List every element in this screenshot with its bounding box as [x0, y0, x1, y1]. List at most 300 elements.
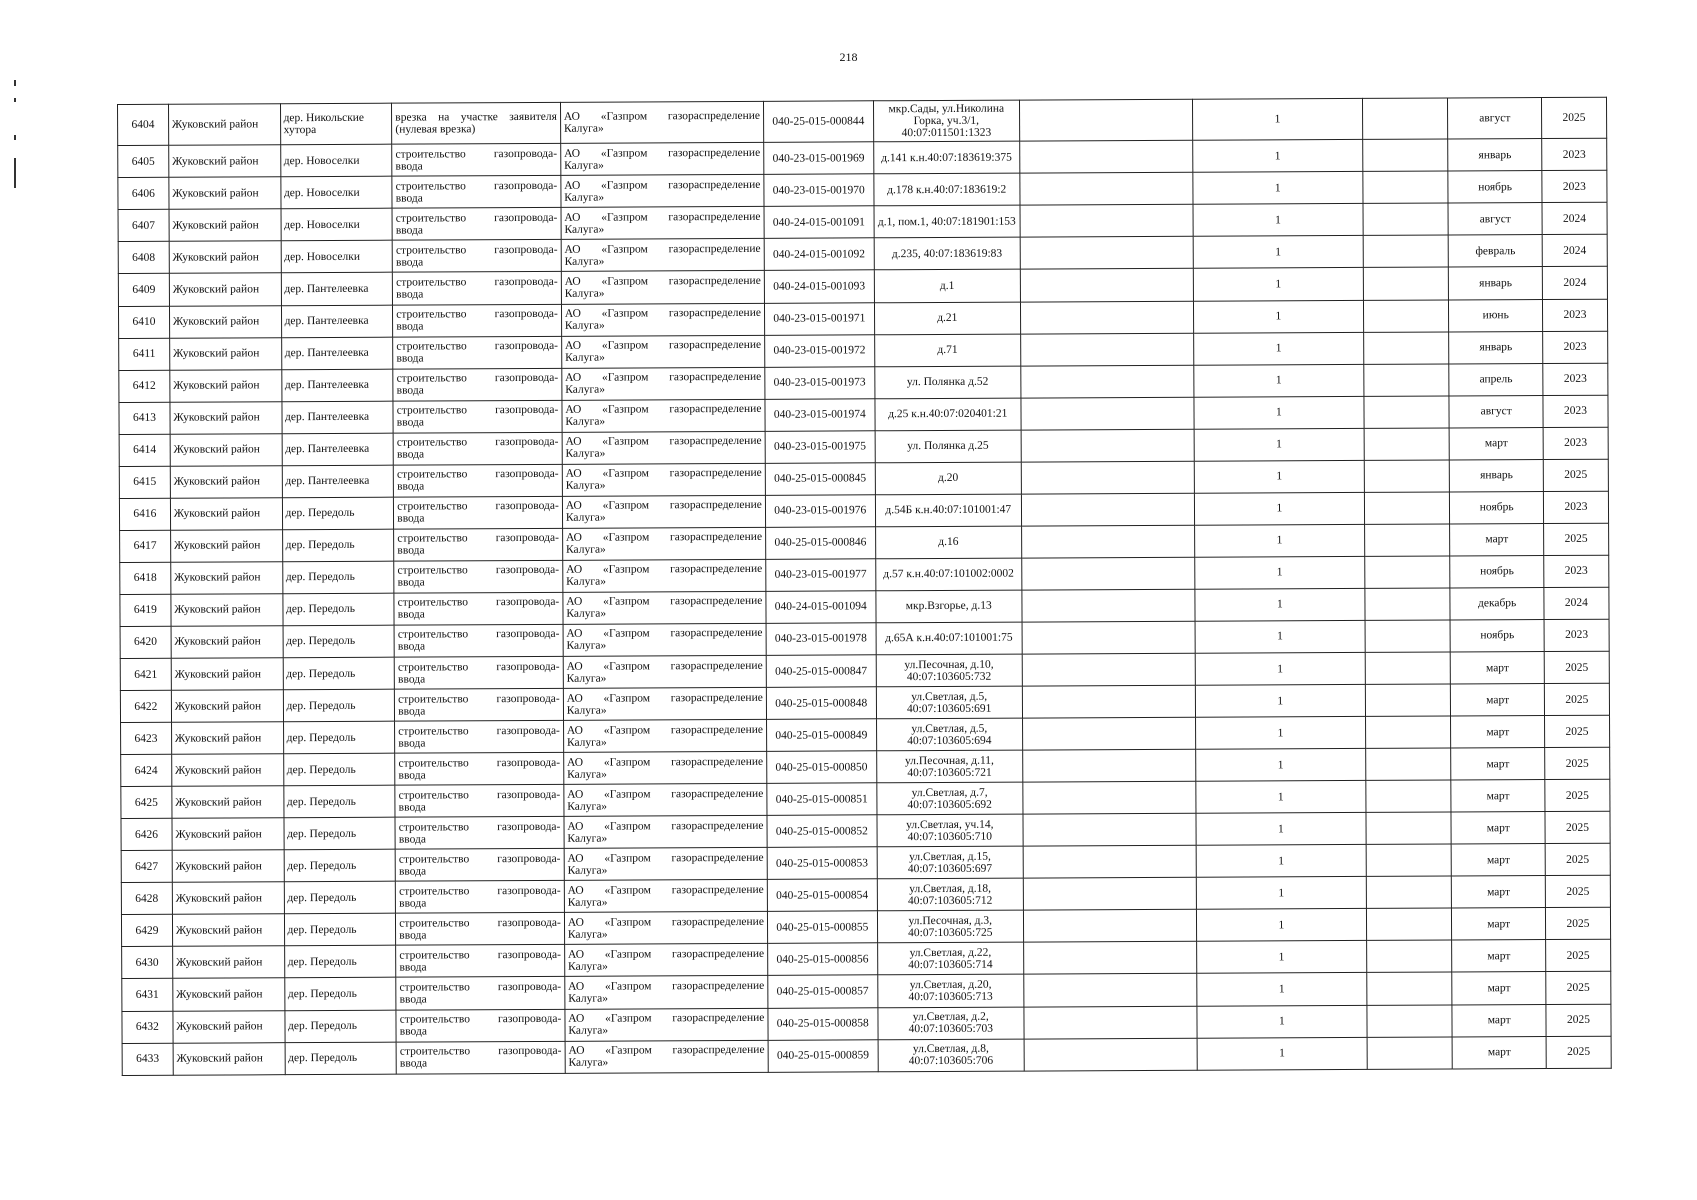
work-type-cell-line: ввода: [399, 1057, 428, 1070]
row-number: 6415: [119, 466, 170, 498]
organization-cell: [564, 816, 767, 849]
registry-code-cell: 040-25-015-000847: [766, 655, 876, 688]
empty-cell: [1022, 621, 1195, 654]
work-type-cell-line: ввода: [397, 640, 426, 654]
empty-cell: [1021, 461, 1194, 494]
row-number: 6430: [122, 947, 173, 979]
work-type-cell: [392, 208, 561, 241]
month-cell: март: [1452, 940, 1546, 973]
locality-cell: дер. Новоселки: [280, 144, 392, 177]
row-number: 6428: [121, 883, 172, 915]
district-cell: Жуковский район: [169, 209, 281, 242]
row-number: 6407: [118, 210, 169, 242]
work-type-cell-line: строительство газопровода-: [395, 179, 558, 193]
district-cell: Жуковский район: [170, 433, 282, 466]
district-cell: Жуковский район: [172, 946, 284, 979]
work-type-cell-line: строительство газопровода-: [395, 147, 558, 161]
organization-cell-line: Калуга»: [566, 672, 607, 685]
address-cell: д.235, 40:07:183619:83: [874, 237, 1020, 270]
work-type-cell-line: строительство газопровода-: [399, 884, 561, 898]
work-type-cell-line: строительство газопровода-: [396, 275, 558, 289]
address-cell: ул. Полянка д.25: [875, 430, 1021, 463]
quantity-cell: 1: [1195, 652, 1366, 685]
organization-cell: [561, 239, 764, 272]
organization-cell-line: Калуга»: [564, 255, 605, 268]
registry-code-cell: 040-25-015-000849: [766, 719, 876, 752]
work-type-cell-line: ввода: [397, 480, 425, 493]
month-cell: март: [1452, 908, 1546, 941]
organization-cell-line: АО «Газпром газораспределение: [567, 819, 764, 833]
registry-code-cell: 040-23-015-001969: [764, 142, 874, 175]
empty-cell: [1023, 813, 1196, 846]
registry-code-cell: 040-25-015-000856: [768, 943, 878, 976]
organization-cell-line: АО «Газпром газораспределение: [565, 499, 762, 513]
empty-cell: [1364, 428, 1449, 460]
organization-cell: [564, 848, 767, 881]
month-cell: март: [1453, 1036, 1547, 1069]
locality-cell: дер. Передоль: [283, 753, 395, 786]
work-type-cell: [393, 336, 562, 369]
work-type-cell: [394, 560, 563, 593]
work-type-cell-line: строительство газопровода-: [398, 820, 561, 834]
work-type-cell-line: строительство газопровода-: [396, 339, 559, 353]
locality-cell: дер. Передоль: [283, 817, 395, 850]
address-cell: ул.Светлая, д.7, 40:07:103605:692: [876, 782, 1022, 815]
organization-cell: [565, 1008, 768, 1041]
empty-cell: [1366, 684, 1451, 716]
locality-cell: дер. Пантелеевка: [281, 273, 393, 306]
address-cell: ул.Светлая, д.20, 40:07:103605:713: [877, 975, 1023, 1008]
empty-cell: [1363, 203, 1448, 235]
month-cell: март: [1451, 812, 1545, 845]
work-type-cell-line: ввода: [396, 448, 425, 461]
registry-code-cell: 040-23-015-001977: [766, 559, 876, 592]
organization-cell-line: АО «Газпром газораспределение: [565, 403, 762, 416]
row-number: 6416: [119, 498, 170, 530]
work-type-cell-line: строительство газопровода-: [398, 692, 560, 706]
month-cell: март: [1452, 1004, 1546, 1037]
district-cell: Жуковский район: [170, 497, 282, 530]
gas-pipeline-registry-table: [117, 97, 1612, 1076]
quantity-cell: 1: [1193, 204, 1364, 237]
locality-cell: дер. Передоль: [284, 881, 396, 914]
empty-cell: [1364, 332, 1449, 364]
month-cell: март: [1451, 780, 1545, 813]
quantity-cell: 1: [1192, 172, 1363, 205]
empty-cell: [1019, 99, 1192, 141]
registry-code-cell: 040-25-015-000848: [766, 687, 876, 720]
work-type-cell: [396, 945, 565, 978]
locality-cell: дер. Пантелеевка: [282, 465, 394, 498]
organization-cell: [564, 880, 767, 913]
district-cell: Жуковский район: [169, 337, 281, 370]
organization-cell-line: Калуга»: [563, 122, 604, 135]
organization-cell: [564, 944, 767, 977]
empty-cell: [1021, 429, 1194, 462]
organization-cell-line: АО «Газпром газораспределение: [565, 435, 762, 449]
empty-cell: [1367, 908, 1452, 940]
district-cell: Жуковский район: [172, 786, 284, 819]
work-type-cell-line: ввода: [399, 1025, 427, 1038]
empty-cell: [1367, 940, 1452, 972]
work-type-cell: [395, 752, 564, 785]
empty-cell: [1363, 267, 1448, 299]
empty-cell: [1363, 171, 1448, 203]
work-type-cell: [394, 656, 563, 689]
table-row: [118, 97, 1607, 146]
work-type-cell: [396, 977, 565, 1010]
organization-cell: [561, 175, 764, 208]
registry-body: [118, 97, 1612, 1075]
organization-cell-line: АО «Газпром газораспределение: [564, 146, 761, 160]
empty-cell: [1363, 98, 1449, 140]
work-type-cell-line: ввода: [398, 673, 426, 686]
work-type-cell-line: строительство газопровода-: [396, 404, 559, 417]
row-number: 6432: [122, 1011, 173, 1043]
empty-cell: [1365, 492, 1450, 524]
quantity-cell: 1: [1195, 781, 1366, 814]
empty-cell: [1366, 812, 1451, 844]
quantity-cell: 1: [1193, 396, 1364, 429]
address-cell: д.21: [874, 302, 1020, 335]
row-number: 6429: [121, 915, 172, 947]
district-cell: Жуковский район: [170, 369, 282, 402]
organization-cell: [565, 976, 768, 1009]
empty-cell: [1023, 749, 1196, 782]
locality-cell: дер. Пантелеевка: [282, 433, 394, 466]
organization-cell-line: Калуга»: [567, 832, 608, 845]
year-cell: 2025: [1546, 1036, 1611, 1069]
organization-cell-line: Калуга»: [566, 736, 607, 749]
district-cell: Жуковский район: [169, 177, 281, 210]
year-cell: 2025: [1546, 1004, 1611, 1036]
organization-cell: [563, 751, 766, 784]
year-cell: 2025: [1543, 459, 1608, 491]
work-type-cell-line: строительство газопровода-: [397, 468, 559, 481]
empty-cell: [1366, 876, 1451, 908]
empty-cell: [1021, 493, 1194, 526]
year-cell: 2023: [1542, 138, 1607, 170]
organization-cell-line: АО «Газпром газораспределение: [566, 723, 764, 737]
empty-cell: [1020, 173, 1193, 206]
registry-code-cell: 040-25-015-000857: [768, 975, 878, 1008]
address-cell: д.71: [874, 334, 1020, 367]
organization-cell-line: Калуга»: [564, 223, 605, 236]
empty-cell: [1363, 139, 1448, 171]
organization-cell-line: АО «Газпром газораспределение: [565, 531, 763, 545]
month-cell: ноябрь: [1450, 555, 1544, 588]
year-cell: 2025: [1546, 972, 1611, 1004]
organization-cell-line: АО «Газпром газораспределение: [564, 242, 761, 256]
address-cell: д.1, пом.1, 40:07:181901:153: [874, 205, 1020, 238]
year-cell: 2024: [1542, 203, 1607, 235]
organization-cell: [562, 367, 765, 400]
registry-code-cell: 040-23-015-001972: [765, 334, 875, 367]
organization-cell-line: АО «Газпром газораспределение: [568, 1011, 765, 1025]
address-cell: ул.Светлая, уч.14, 40:07:103605:710: [877, 814, 1023, 847]
organization-cell-line: АО «Газпром газораспределение: [564, 210, 761, 224]
locality-cell: дер. Передоль: [282, 529, 394, 562]
organization-cell-line: Калуга»: [568, 1056, 609, 1070]
address-cell: ул.Светлая, д.18, 40:07:103605:712: [877, 878, 1023, 911]
organization-cell-line: АО «Газпром газораспределение: [564, 178, 761, 192]
row-number: 6418: [120, 562, 171, 594]
row-number: 6424: [121, 754, 172, 786]
work-type-cell-line: ввода: [396, 384, 424, 397]
row-number: 6431: [122, 979, 173, 1011]
organization-cell: [560, 101, 763, 143]
work-type-cell-line: ввода: [398, 705, 426, 718]
work-type-cell: [392, 144, 561, 177]
row-number: 6433: [122, 1043, 173, 1076]
row-number: 6406: [118, 178, 169, 210]
row-number: 6410: [118, 306, 169, 338]
year-cell: 2023: [1543, 331, 1608, 363]
month-cell: август: [1448, 98, 1542, 140]
year-cell: 2025: [1544, 683, 1609, 715]
work-type-cell-line: ввода: [399, 993, 427, 1006]
empty-cell: [1021, 525, 1194, 558]
empty-cell: [1022, 557, 1195, 590]
address-cell: ул.Светлая, д.5, 40:07:103605:694: [876, 718, 1022, 751]
organization-cell-line: Калуга»: [565, 447, 606, 461]
district-cell: Жуковский район: [170, 465, 282, 498]
work-type-cell-line: ввода: [399, 897, 427, 910]
organization-cell-line: Калуга»: [565, 415, 606, 428]
locality-cell: дер. Передоль: [284, 849, 396, 882]
address-cell: ул.Светлая, д.5, 40:07:103605:691: [876, 686, 1022, 719]
empty-cell: [1021, 397, 1194, 430]
work-type-cell-line: строительство газопровода-: [397, 532, 559, 545]
address-cell: мкр.Сады, ул.Николина Горка, уч.3/1, 40:07:011501:1323: [873, 100, 1019, 142]
locality-cell: дер. Передоль: [284, 914, 396, 947]
locality-cell: дер. Передоль: [284, 946, 396, 979]
address-cell: д.25 к.н.40:07:020401:21: [875, 398, 1021, 431]
row-number: 6420: [120, 626, 171, 658]
quantity-cell: 1: [1196, 877, 1367, 910]
work-type-cell-line: ввода: [397, 576, 425, 590]
address-cell: д.57 к.н.40:07:101002:0002: [875, 558, 1021, 591]
empty-cell: [1020, 269, 1193, 302]
address-cell: ул. Полянка д.52: [874, 366, 1020, 399]
locality-cell: дер. Новоселки: [281, 209, 393, 242]
registry-code-cell: 040-23-015-001973: [765, 366, 875, 399]
address-cell: д.16: [875, 526, 1021, 559]
registry-code-cell: 040-25-015-000846: [766, 527, 876, 560]
row-number: 6421: [120, 658, 171, 690]
registry-code-cell: 040-23-015-001975: [765, 430, 875, 463]
district-cell: Жуковский район: [171, 754, 283, 787]
quantity-cell: 1: [1196, 909, 1367, 942]
registry-code-cell: 040-25-015-000855: [767, 911, 877, 944]
work-type-cell-line: ввода: [397, 512, 425, 525]
month-cell: март: [1452, 876, 1546, 909]
organization-cell: [561, 271, 764, 304]
empty-cell: [1023, 942, 1196, 975]
organization-cell: [563, 559, 766, 592]
address-cell: д.54Б к.н.40:07:101001:47: [875, 494, 1021, 527]
locality-cell: дер. Передоль: [282, 561, 394, 594]
empty-cell: [1364, 364, 1449, 396]
organization-cell-line: АО «Газпром газораспределение: [564, 274, 761, 288]
organization-cell-line: Калуга»: [568, 992, 609, 1005]
month-cell: март: [1451, 748, 1545, 781]
year-cell: 2023: [1544, 619, 1609, 651]
organization-cell-line: Калуга»: [565, 543, 606, 557]
work-type-cell-line: ввода: [395, 224, 424, 237]
organization-cell-line: АО «Газпром газораспределение: [564, 338, 762, 352]
district-cell: Жуковский район: [172, 882, 284, 915]
district-cell: Жуковский район: [172, 850, 284, 883]
district-cell: Жуковский район: [171, 658, 283, 691]
organization-cell: [562, 495, 765, 528]
row-number: 6427: [121, 851, 172, 883]
organization-cell-line: Калуга»: [564, 159, 604, 172]
organization-cell: [561, 207, 764, 240]
registry-code-cell: 040-23-015-001976: [765, 495, 875, 528]
locality-cell: дер. Передоль: [284, 1010, 396, 1043]
work-type-cell: [396, 913, 565, 946]
organization-cell-line: АО «Газпром газораспределение: [565, 370, 762, 384]
work-type-cell-line: ввода: [395, 192, 423, 205]
organization-cell: [562, 463, 765, 496]
work-type-cell-line: ввода: [399, 929, 427, 942]
organization-cell: [564, 912, 767, 945]
address-cell: д.65А к.н.40:07:101001:75: [876, 622, 1022, 655]
quantity-cell: 1: [1196, 1005, 1367, 1038]
work-type-cell-line: строительство газопровода-: [397, 564, 560, 578]
district-cell: Жуковский район: [168, 104, 280, 146]
locality-cell: дер. Передоль: [283, 625, 395, 658]
registry-code-cell: 040-25-015-000854: [767, 879, 877, 912]
organization-cell: [562, 399, 765, 432]
district-cell: Жуковский район: [172, 914, 284, 947]
address-cell: ул.Песочная, д.10, 40:07:103605:732: [876, 654, 1022, 687]
empty-cell: [1366, 748, 1451, 780]
work-type-cell-line: ввода: [399, 961, 427, 974]
empty-cell: [1023, 878, 1196, 911]
organization-cell-line: АО «Газпром газораспределение: [567, 755, 764, 769]
organization-cell: [564, 784, 767, 817]
organization-cell-line: Калуга»: [568, 1024, 609, 1037]
organization-cell-line: АО «Газпром газораспределение: [563, 109, 761, 123]
year-cell: 2024: [1544, 587, 1609, 619]
year-cell: 2023: [1543, 427, 1608, 459]
organization-cell-line: Калуга»: [564, 191, 605, 204]
organization-cell-line: Калуга»: [565, 511, 606, 525]
locality-cell: дер. Никольские хутора: [280, 103, 392, 145]
year-cell: 2023: [1544, 555, 1609, 587]
locality-cell: дер. Передоль: [284, 978, 396, 1011]
work-type-cell-line: ввода: [397, 608, 425, 622]
district-cell: Жуковский район: [170, 530, 282, 563]
empty-cell: [1024, 974, 1197, 1007]
work-type-cell: [394, 528, 563, 561]
quantity-cell: 1: [1195, 717, 1366, 750]
locality-cell: дер. Пантелеевка: [281, 369, 393, 402]
empty-cell: [1021, 333, 1194, 366]
organization-cell: [562, 431, 765, 464]
work-type-cell-line: строительство газопровода-: [395, 243, 558, 257]
organization-cell-line: Калуга»: [567, 768, 607, 781]
month-cell: июнь: [1449, 299, 1543, 332]
work-type-cell: [396, 1009, 565, 1042]
row-number: 6422: [120, 690, 171, 722]
organization-cell-line: АО «Газпром газораспределение: [568, 979, 765, 993]
year-cell: 2025: [1544, 651, 1609, 683]
work-type-cell-line: ввода: [396, 352, 424, 365]
organization-cell-line: Калуга»: [568, 960, 608, 973]
registry-code-cell: 040-25-015-000853: [767, 847, 877, 880]
month-cell: декабрь: [1450, 587, 1544, 620]
quantity-cell: 1: [1192, 140, 1363, 173]
quantity-cell: 1: [1196, 845, 1367, 878]
registry-code-cell: 040-24-015-001091: [764, 206, 874, 239]
work-type-cell-line: строительство газопровода-: [398, 756, 561, 770]
year-cell: 2024: [1542, 267, 1607, 299]
work-type-cell-line: строительство газопровода-: [399, 916, 561, 930]
registry-code-cell: 040-25-015-000844: [763, 101, 873, 143]
month-cell: январь: [1449, 331, 1543, 364]
district-cell: Жуковский район: [169, 305, 281, 338]
year-cell: 2025: [1543, 523, 1608, 555]
work-type-cell: [395, 720, 564, 753]
quantity-cell: 1: [1194, 460, 1365, 493]
row-number: 6419: [120, 594, 171, 626]
work-type-cell-line: строительство газопровода-: [397, 660, 560, 674]
organization-cell-line: АО «Газпром газораспределение: [567, 883, 764, 897]
address-cell: ул.Светлая, д.15, 40:07:103605:697: [877, 846, 1023, 879]
work-type-cell-line: ввода: [395, 256, 424, 269]
work-type-cell-line: ввода: [396, 320, 424, 333]
empty-cell: [1365, 524, 1450, 556]
district-cell: Жуковский район: [170, 401, 282, 434]
organization-cell-line: АО «Газпром газораспределение: [566, 563, 763, 577]
work-type-cell-line: строительство газопровода-: [398, 852, 561, 866]
quantity-cell: 1: [1195, 749, 1366, 782]
page-number: 218: [839, 50, 858, 64]
work-type-cell-line: ввода: [398, 801, 426, 814]
empty-cell: [1364, 460, 1449, 492]
month-cell: апрель: [1449, 363, 1543, 396]
organization-cell-line: АО «Газпром газораспределение: [566, 691, 763, 705]
empty-cell: [1023, 846, 1196, 879]
quantity-cell: 1: [1194, 428, 1365, 461]
address-cell: д.178 к.н.40:07:183619:2: [873, 173, 1019, 206]
year-cell: 2023: [1543, 363, 1608, 395]
district-cell: Жуковский район: [171, 690, 283, 723]
year-cell: 2025: [1545, 747, 1610, 779]
quantity-cell: 1: [1197, 1037, 1368, 1070]
work-type-cell: [393, 368, 562, 401]
empty-cell: [1022, 717, 1195, 750]
quantity-cell: 1: [1193, 332, 1364, 365]
month-cell: март: [1451, 652, 1545, 685]
locality-cell: дер. Передоль: [285, 1042, 397, 1075]
empty-cell: [1022, 685, 1195, 718]
empty-cell: [1365, 588, 1450, 620]
empty-cell: [1367, 1037, 1452, 1070]
empty-cell: [1363, 235, 1448, 267]
year-cell: 2023: [1542, 171, 1607, 203]
work-type-cell-line: ввода: [398, 833, 427, 846]
registry-code-cell: 040-25-015-000850: [767, 751, 877, 784]
organization-cell: [563, 623, 766, 656]
organization-cell-line: Калуга»: [564, 287, 605, 300]
work-type-cell: [393, 432, 562, 465]
organization-cell-line: АО «Газпром газораспределение: [567, 947, 765, 961]
organization-cell-line: Калуга»: [566, 608, 607, 621]
